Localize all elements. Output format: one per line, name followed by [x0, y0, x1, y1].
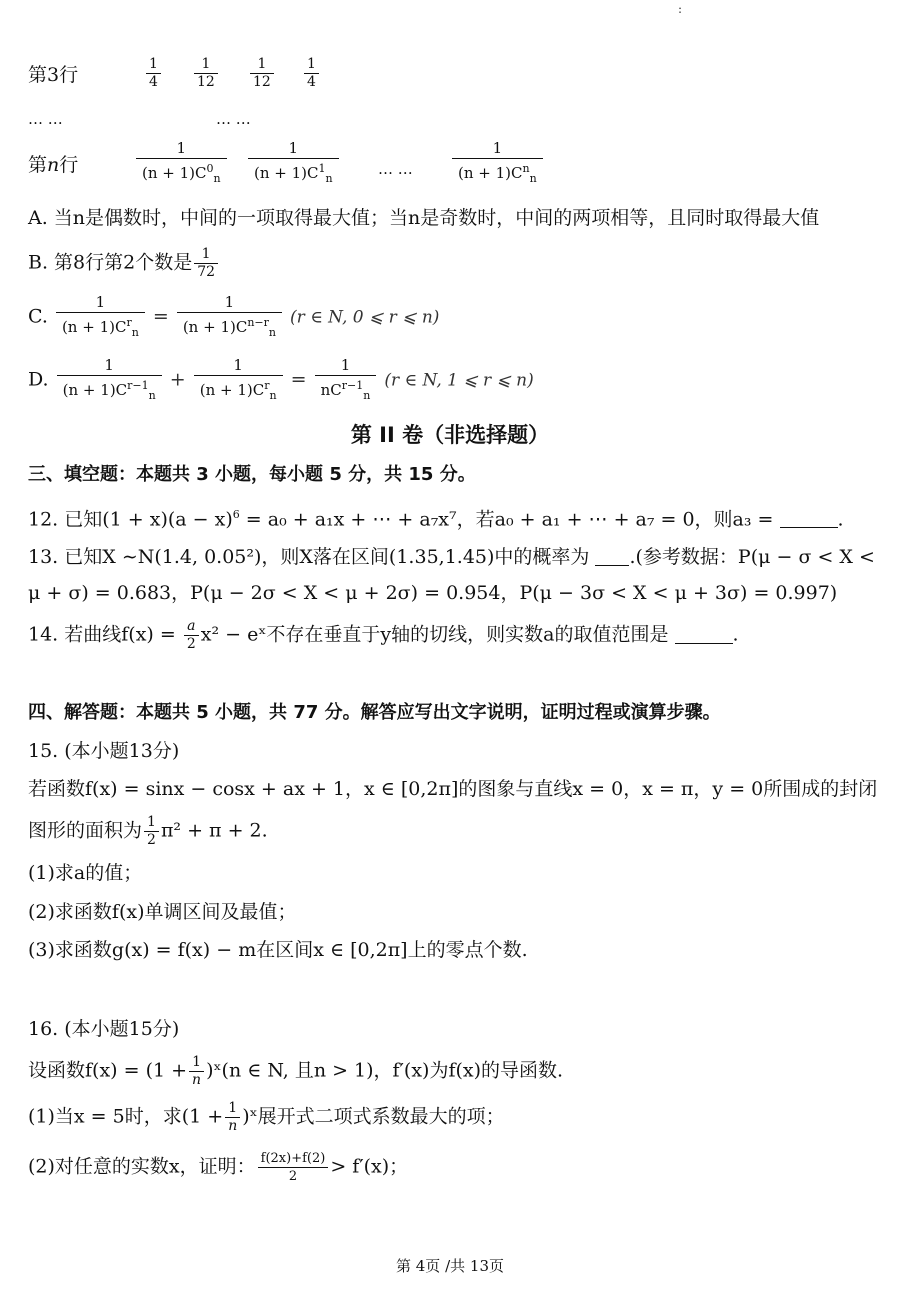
- page-footer: 第 4页 /共 13页: [396, 1257, 504, 1275]
- question-15-part1: (1)求a的值；: [28, 862, 143, 884]
- rown-second-term: $\frac{1}{(n + 1)C^1_n}$: [246, 138, 341, 189]
- question-15-part2: (2)求函数f(x)单调区间及最值；: [28, 901, 297, 923]
- row3-value: $\frac{1}{12}$: [248, 56, 276, 91]
- question-13-line1: 13. 已知X ∼N(1.4, 0.05²)，则X落在区间(1.35,1.45)中的概率为 .(参考数据：P(μ − σ < X <: [28, 546, 875, 568]
- question-16-part1: (1)当x = 5时，求(1 + $\frac{1}{n}$ )ˣ展开式二项式系数最大的项；: [28, 1100, 505, 1134]
- answer-blank: [780, 527, 838, 528]
- section-title: 第 II 卷（非选择题）: [350, 423, 550, 447]
- option-d-term1: $\frac{1}{(n + 1)C^{r-1}_n}$: [57, 355, 162, 406]
- question-15-stem-cont: 图形的面积为 $\frac{1}{2}$ π² + π + 2.: [28, 814, 268, 848]
- row3-value: $\frac{1}{4}$: [302, 56, 321, 91]
- row3-value: $\frac{1}{4}$: [144, 56, 163, 91]
- rown-first-term: $\frac{1}{(n + 1)C^0_n}$: [134, 138, 229, 189]
- option-d-term2: 1 $(n + 1)C^r_n$: [194, 355, 283, 406]
- row3-label: 第3行: [28, 64, 79, 86]
- option-c: C. 1 $(n + 1)C^r_n$ = $\frac{1}{(n + 1)C^{n-r}_n}$ (r ∈ N, 0 ⩽ r ⩽ n): [28, 292, 439, 343]
- option-b: B. 第8行第2个数是 $\frac{1}{72}$: [28, 246, 220, 281]
- question-15-part3: (3)求函数g(x) = f(x) − m在区间x ∈ [0,2π]上的零点个数.: [28, 939, 528, 961]
- rown-ellipsis: … …: [378, 160, 413, 178]
- option-d: D. $\frac{1}{(n + 1)C^{r-1}_n}$ + 1 $(n + 1)C^r_n$ = 1 $nC^{r-1}_n$ (r ∈ N, 1 ⩽ r ⩽ n): [28, 355, 534, 406]
- answer-blank: [675, 643, 733, 644]
- option-c-rhs: $\frac{1}{(n + 1)C^{n-r}_n}$: [177, 292, 282, 343]
- part3-heading: 三、填空题：本题共 3 小题，每小题 5 分，共 15 分。: [28, 464, 476, 485]
- top-mark: :: [678, 2, 683, 16]
- ellipsis-left: … …: [28, 110, 63, 128]
- question-14: 14. 若曲线f(x) = $\frac{a}{2}$ x² − eˣ不存在垂直于y轴的切线，则实数a的取值范围是 .: [28, 618, 739, 652]
- option-a: A. 当n是偶数时，中间的一项取得最大值；当n是奇数时，中间的两项相等，且同时取得最大值: [28, 207, 820, 229]
- option-d-rhs: 1 $nC^{r-1}_n$: [315, 355, 377, 406]
- question-16-title: 16. (本小题15分): [28, 1018, 180, 1040]
- part4-heading: 四、解答题：本题共 5 小题，共 77 分。解答应写出文字说明，证明过程或演算步骤。: [28, 702, 721, 723]
- rown-label: 第n行: [28, 154, 79, 176]
- rown-last-term: 1 $(n + 1)C^n_n$: [450, 138, 545, 189]
- question-16-part2: (2)对任意的实数x，证明： $\frac{f(2x)+f(2)}{2}$ > f′(x)；: [28, 1151, 409, 1184]
- question-15-title: 15. (本小题13分): [28, 740, 180, 762]
- option-c-lhs: 1 $(n + 1)C^r_n$: [56, 292, 145, 343]
- question-12: 12. 已知$(1 + x)(a - x)^6 = a_0 + a_1x$ + ⋯ + a₇x⁷，若a₀ + a₁ + ⋯ + a₇ = 0，则a₃ = .: [28, 508, 844, 531]
- answer-blank: [595, 565, 629, 566]
- ellipsis-middle: … …: [216, 110, 251, 128]
- question-15-stem: 若函数f(x) = sinx − cosx + ax + 1，x ∈ [0,2π]的图象与直线x = 0，x = π，y = 0所围成的封闭: [28, 778, 878, 800]
- row3-value: $\frac{1}{12}$: [192, 56, 220, 91]
- question-13-line2: μ + σ) = 0.683，P(μ − 2σ < X < μ + 2σ) = 0.954，P(μ − 3σ < X < μ + 3σ) = 0.997): [28, 582, 838, 604]
- question-16-stem: 设函数f(x) = (1 + $\frac{1}{n}$ )ˣ(n ∈ N, 且n > 1)，f′(x)为f(x)的导函数.: [28, 1054, 564, 1088]
